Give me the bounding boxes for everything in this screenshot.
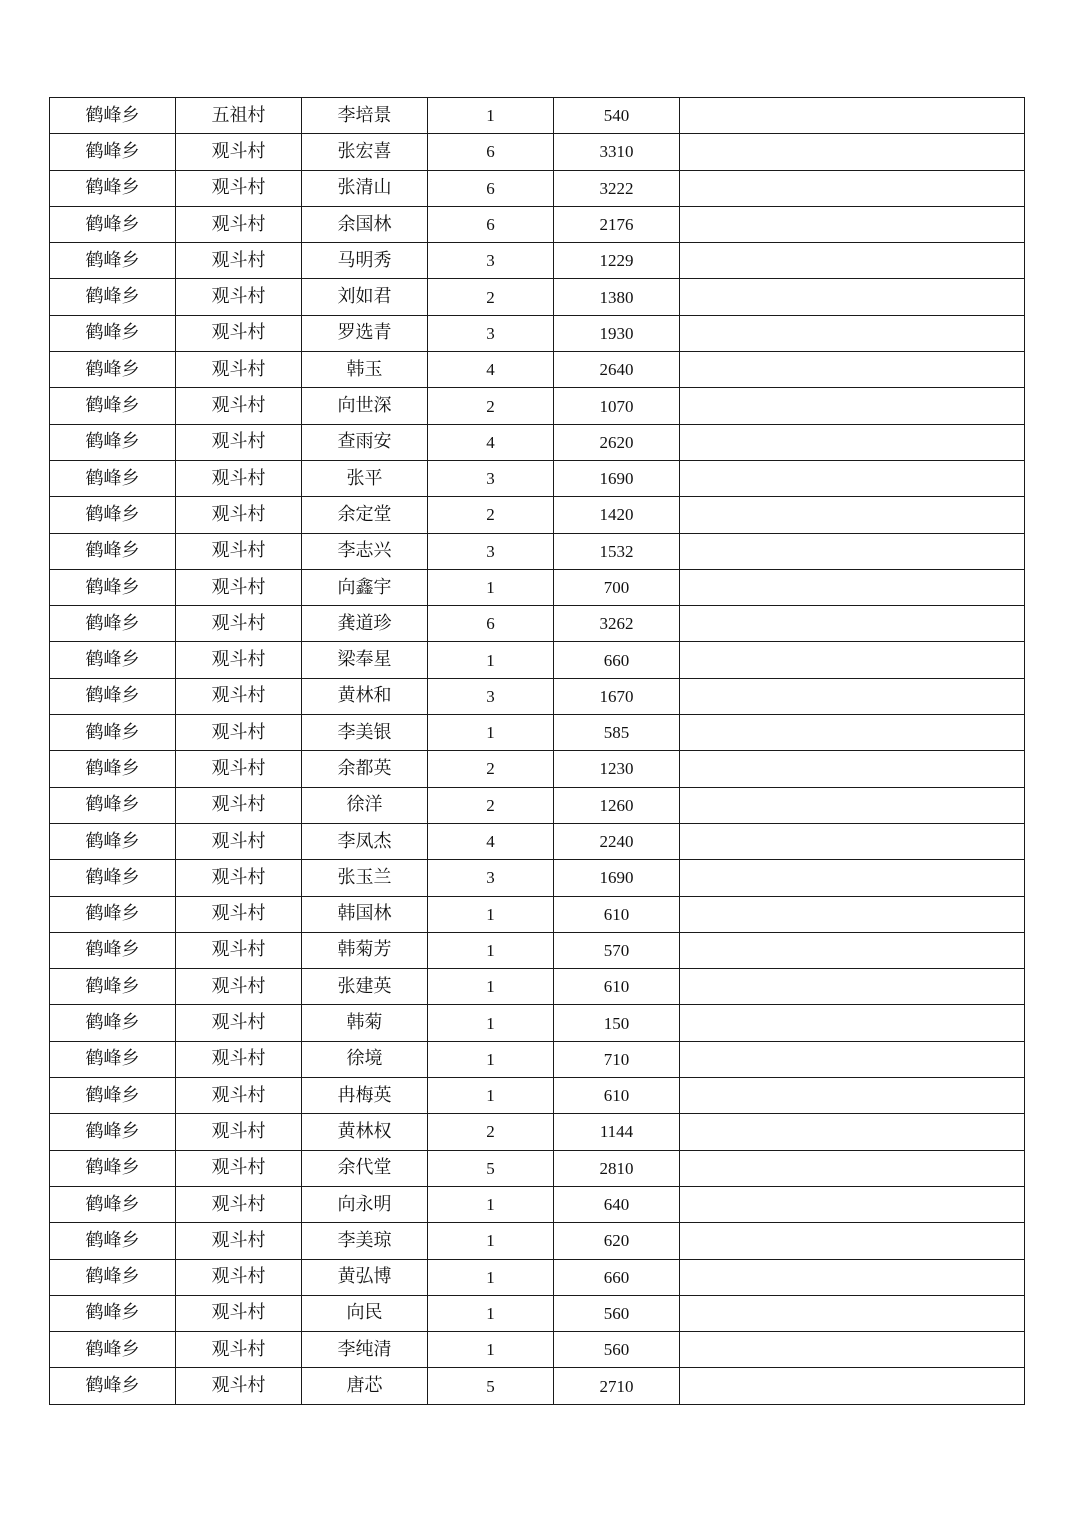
amount-cell: 1144 <box>554 1114 680 1150</box>
township-cell: 鹤峰乡 <box>50 1259 176 1295</box>
note-cell <box>680 969 1025 1005</box>
name-cell: 罗选青 <box>302 315 428 351</box>
village-cell: 观斗村 <box>176 388 302 424</box>
township-cell: 鹤峰乡 <box>50 170 176 206</box>
table-row <box>50 787 1025 823</box>
count-cell: 3 <box>428 533 554 569</box>
village-cell: 观斗村 <box>176 1005 302 1041</box>
amount-cell: 3262 <box>554 606 680 642</box>
note-cell <box>680 1078 1025 1114</box>
township-cell: 鹤峰乡 <box>50 606 176 642</box>
village-cell: 观斗村 <box>176 642 302 678</box>
name-cell: 向民 <box>302 1295 428 1331</box>
township-cell: 鹤峰乡 <box>50 206 176 242</box>
township-cell: 鹤峰乡 <box>50 751 176 787</box>
count-cell: 1 <box>428 1295 554 1331</box>
count-cell: 1 <box>428 1332 554 1368</box>
note-cell <box>680 678 1025 714</box>
note-cell <box>680 315 1025 351</box>
amount-cell: 1420 <box>554 497 680 533</box>
amount-cell: 1670 <box>554 678 680 714</box>
table-row <box>50 1150 1025 1186</box>
table-row <box>50 932 1025 968</box>
village-cell: 观斗村 <box>176 1223 302 1259</box>
name-cell: 韩国林 <box>302 896 428 932</box>
name-cell: 唐芯 <box>302 1368 428 1404</box>
amount-cell: 640 <box>554 1186 680 1222</box>
amount-cell: 1690 <box>554 860 680 896</box>
table-row <box>50 642 1025 678</box>
village-cell: 观斗村 <box>176 170 302 206</box>
roster-table-body <box>50 98 1025 1405</box>
count-cell: 1 <box>428 98 554 134</box>
name-cell: 张玉兰 <box>302 860 428 896</box>
note-cell <box>680 1005 1025 1041</box>
note-cell <box>680 1041 1025 1077</box>
amount-cell: 1380 <box>554 279 680 315</box>
village-cell: 观斗村 <box>176 823 302 859</box>
note-cell <box>680 533 1025 569</box>
count-cell: 2 <box>428 279 554 315</box>
count-cell: 2 <box>428 388 554 424</box>
note-cell <box>680 606 1025 642</box>
village-cell: 观斗村 <box>176 569 302 605</box>
table-row <box>50 352 1025 388</box>
township-cell: 鹤峰乡 <box>50 1295 176 1331</box>
table-row <box>50 1186 1025 1222</box>
township-cell: 鹤峰乡 <box>50 1114 176 1150</box>
note-cell <box>680 1295 1025 1331</box>
amount-cell: 1930 <box>554 315 680 351</box>
amount-cell: 2810 <box>554 1150 680 1186</box>
township-cell: 鹤峰乡 <box>50 98 176 134</box>
count-cell: 4 <box>428 424 554 460</box>
village-cell: 观斗村 <box>176 1041 302 1077</box>
name-cell: 向世深 <box>302 388 428 424</box>
note-cell <box>680 134 1025 170</box>
name-cell: 李纯清 <box>302 1332 428 1368</box>
village-cell: 观斗村 <box>176 134 302 170</box>
amount-cell: 2240 <box>554 823 680 859</box>
count-cell: 2 <box>428 497 554 533</box>
note-cell <box>680 860 1025 896</box>
village-cell: 观斗村 <box>176 1150 302 1186</box>
name-cell: 李美琼 <box>302 1223 428 1259</box>
village-cell: 观斗村 <box>176 751 302 787</box>
amount-cell: 570 <box>554 932 680 968</box>
note-cell <box>680 642 1025 678</box>
count-cell: 1 <box>428 1041 554 1077</box>
count-cell: 6 <box>428 606 554 642</box>
table-row <box>50 279 1025 315</box>
table-row <box>50 1295 1025 1331</box>
table-row <box>50 1223 1025 1259</box>
amount-cell: 610 <box>554 969 680 1005</box>
township-cell: 鹤峰乡 <box>50 1186 176 1222</box>
count-cell: 3 <box>428 678 554 714</box>
note-cell <box>680 497 1025 533</box>
table-row <box>50 678 1025 714</box>
count-cell: 2 <box>428 751 554 787</box>
count-cell: 5 <box>428 1368 554 1404</box>
village-cell: 观斗村 <box>176 969 302 1005</box>
amount-cell: 2176 <box>554 206 680 242</box>
name-cell: 龚道珍 <box>302 606 428 642</box>
name-cell: 余都英 <box>302 751 428 787</box>
table-row <box>50 98 1025 134</box>
village-cell: 五祖村 <box>176 98 302 134</box>
village-cell: 观斗村 <box>176 787 302 823</box>
note-cell <box>680 751 1025 787</box>
note-cell <box>680 352 1025 388</box>
village-cell: 观斗村 <box>176 424 302 460</box>
amount-cell: 2620 <box>554 424 680 460</box>
count-cell: 6 <box>428 134 554 170</box>
note-cell <box>680 1332 1025 1368</box>
count-cell: 1 <box>428 1223 554 1259</box>
table-row <box>50 170 1025 206</box>
table-row <box>50 1259 1025 1295</box>
name-cell: 向永明 <box>302 1186 428 1222</box>
note-cell <box>680 424 1025 460</box>
count-cell: 2 <box>428 787 554 823</box>
table-row <box>50 497 1025 533</box>
amount-cell: 560 <box>554 1295 680 1331</box>
township-cell: 鹤峰乡 <box>50 642 176 678</box>
name-cell: 余国林 <box>302 206 428 242</box>
table-row <box>50 134 1025 170</box>
table-row <box>50 606 1025 642</box>
table-row <box>50 243 1025 279</box>
village-cell: 观斗村 <box>176 206 302 242</box>
amount-cell: 2710 <box>554 1368 680 1404</box>
table-row <box>50 1114 1025 1150</box>
township-cell: 鹤峰乡 <box>50 896 176 932</box>
count-cell: 3 <box>428 860 554 896</box>
amount-cell: 3310 <box>554 134 680 170</box>
name-cell: 李美银 <box>302 715 428 751</box>
township-cell: 鹤峰乡 <box>50 1368 176 1404</box>
township-cell: 鹤峰乡 <box>50 533 176 569</box>
table-row <box>50 315 1025 351</box>
count-cell: 1 <box>428 569 554 605</box>
name-cell: 韩玉 <box>302 352 428 388</box>
amount-cell: 560 <box>554 1332 680 1368</box>
count-cell: 1 <box>428 969 554 1005</box>
village-cell: 观斗村 <box>176 1332 302 1368</box>
village-cell: 观斗村 <box>176 1259 302 1295</box>
village-cell: 观斗村 <box>176 932 302 968</box>
township-cell: 鹤峰乡 <box>50 1078 176 1114</box>
name-cell: 张清山 <box>302 170 428 206</box>
table-row <box>50 1041 1025 1077</box>
note-cell <box>680 243 1025 279</box>
village-cell: 观斗村 <box>176 352 302 388</box>
count-cell: 6 <box>428 206 554 242</box>
township-cell: 鹤峰乡 <box>50 569 176 605</box>
township-cell: 鹤峰乡 <box>50 388 176 424</box>
village-cell: 观斗村 <box>176 1295 302 1331</box>
count-cell: 3 <box>428 460 554 496</box>
amount-cell: 3222 <box>554 170 680 206</box>
village-cell: 观斗村 <box>176 860 302 896</box>
township-cell: 鹤峰乡 <box>50 1223 176 1259</box>
table-row <box>50 424 1025 460</box>
village-cell: 观斗村 <box>176 1186 302 1222</box>
township-cell: 鹤峰乡 <box>50 243 176 279</box>
table-row <box>50 896 1025 932</box>
name-cell: 韩菊芳 <box>302 932 428 968</box>
note-cell <box>680 823 1025 859</box>
township-cell: 鹤峰乡 <box>50 352 176 388</box>
name-cell: 黄林权 <box>302 1114 428 1150</box>
note-cell <box>680 715 1025 751</box>
name-cell: 韩菊 <box>302 1005 428 1041</box>
name-cell: 查雨安 <box>302 424 428 460</box>
amount-cell: 150 <box>554 1005 680 1041</box>
name-cell: 李培景 <box>302 98 428 134</box>
amount-cell: 1230 <box>554 751 680 787</box>
count-cell: 1 <box>428 1259 554 1295</box>
note-cell <box>680 460 1025 496</box>
township-cell: 鹤峰乡 <box>50 678 176 714</box>
township-cell: 鹤峰乡 <box>50 823 176 859</box>
village-cell: 观斗村 <box>176 896 302 932</box>
village-cell: 观斗村 <box>176 1078 302 1114</box>
name-cell: 张宏喜 <box>302 134 428 170</box>
township-cell: 鹤峰乡 <box>50 1005 176 1041</box>
table-row <box>50 1332 1025 1368</box>
village-cell: 观斗村 <box>176 315 302 351</box>
note-cell <box>680 1259 1025 1295</box>
township-cell: 鹤峰乡 <box>50 1041 176 1077</box>
township-cell: 鹤峰乡 <box>50 134 176 170</box>
note-cell <box>680 170 1025 206</box>
township-cell: 鹤峰乡 <box>50 787 176 823</box>
name-cell: 刘如君 <box>302 279 428 315</box>
note-cell <box>680 1223 1025 1259</box>
count-cell: 1 <box>428 1186 554 1222</box>
amount-cell: 700 <box>554 569 680 605</box>
count-cell: 2 <box>428 1114 554 1150</box>
table-row <box>50 1005 1025 1041</box>
village-cell: 观斗村 <box>176 715 302 751</box>
name-cell: 徐境 <box>302 1041 428 1077</box>
table-row <box>50 1078 1025 1114</box>
count-cell: 1 <box>428 642 554 678</box>
amount-cell: 1260 <box>554 787 680 823</box>
village-cell: 观斗村 <box>176 1368 302 1404</box>
note-cell <box>680 388 1025 424</box>
village-cell: 观斗村 <box>176 460 302 496</box>
name-cell: 徐洋 <box>302 787 428 823</box>
township-cell: 鹤峰乡 <box>50 279 176 315</box>
note-cell <box>680 569 1025 605</box>
name-cell: 梁奉星 <box>302 642 428 678</box>
note-cell <box>680 1186 1025 1222</box>
amount-cell: 1690 <box>554 460 680 496</box>
amount-cell: 610 <box>554 1078 680 1114</box>
count-cell: 5 <box>428 1150 554 1186</box>
table-row <box>50 715 1025 751</box>
count-cell: 3 <box>428 243 554 279</box>
amount-cell: 610 <box>554 896 680 932</box>
name-cell: 马明秀 <box>302 243 428 279</box>
township-cell: 鹤峰乡 <box>50 932 176 968</box>
township-cell: 鹤峰乡 <box>50 860 176 896</box>
table-row <box>50 533 1025 569</box>
note-cell <box>680 1368 1025 1404</box>
table-row <box>50 206 1025 242</box>
note-cell <box>680 896 1025 932</box>
name-cell: 余定堂 <box>302 497 428 533</box>
name-cell: 张建英 <box>302 969 428 1005</box>
table-row <box>50 823 1025 859</box>
township-cell: 鹤峰乡 <box>50 424 176 460</box>
amount-cell: 540 <box>554 98 680 134</box>
village-cell: 观斗村 <box>176 533 302 569</box>
amount-cell: 660 <box>554 642 680 678</box>
note-cell <box>680 279 1025 315</box>
count-cell: 1 <box>428 932 554 968</box>
table-row <box>50 860 1025 896</box>
count-cell: 3 <box>428 315 554 351</box>
note-cell <box>680 98 1025 134</box>
township-cell: 鹤峰乡 <box>50 969 176 1005</box>
amount-cell: 2640 <box>554 352 680 388</box>
name-cell: 李凤杰 <box>302 823 428 859</box>
village-cell: 观斗村 <box>176 243 302 279</box>
count-cell: 1 <box>428 896 554 932</box>
count-cell: 1 <box>428 1078 554 1114</box>
roster-table <box>49 97 1025 1405</box>
township-cell: 鹤峰乡 <box>50 1150 176 1186</box>
note-cell <box>680 787 1025 823</box>
township-cell: 鹤峰乡 <box>50 497 176 533</box>
name-cell: 向鑫宇 <box>302 569 428 605</box>
township-cell: 鹤峰乡 <box>50 715 176 751</box>
table-row <box>50 460 1025 496</box>
note-cell <box>680 932 1025 968</box>
township-cell: 鹤峰乡 <box>50 460 176 496</box>
village-cell: 观斗村 <box>176 606 302 642</box>
count-cell: 1 <box>428 715 554 751</box>
amount-cell: 1229 <box>554 243 680 279</box>
table-row <box>50 751 1025 787</box>
table-row <box>50 569 1025 605</box>
count-cell: 4 <box>428 823 554 859</box>
amount-cell: 620 <box>554 1223 680 1259</box>
note-cell <box>680 206 1025 242</box>
amount-cell: 660 <box>554 1259 680 1295</box>
amount-cell: 710 <box>554 1041 680 1077</box>
table-row <box>50 388 1025 424</box>
note-cell <box>680 1114 1025 1150</box>
name-cell: 冉梅英 <box>302 1078 428 1114</box>
name-cell: 余代堂 <box>302 1150 428 1186</box>
village-cell: 观斗村 <box>176 1114 302 1150</box>
name-cell: 李志兴 <box>302 533 428 569</box>
table-row <box>50 1368 1025 1404</box>
amount-cell: 1070 <box>554 388 680 424</box>
count-cell: 1 <box>428 1005 554 1041</box>
amount-cell: 1532 <box>554 533 680 569</box>
name-cell: 张平 <box>302 460 428 496</box>
count-cell: 4 <box>428 352 554 388</box>
name-cell: 黄弘博 <box>302 1259 428 1295</box>
township-cell: 鹤峰乡 <box>50 1332 176 1368</box>
count-cell: 6 <box>428 170 554 206</box>
name-cell: 黄林和 <box>302 678 428 714</box>
table-row <box>50 969 1025 1005</box>
village-cell: 观斗村 <box>176 497 302 533</box>
amount-cell: 585 <box>554 715 680 751</box>
village-cell: 观斗村 <box>176 279 302 315</box>
note-cell <box>680 1150 1025 1186</box>
village-cell: 观斗村 <box>176 678 302 714</box>
township-cell: 鹤峰乡 <box>50 315 176 351</box>
